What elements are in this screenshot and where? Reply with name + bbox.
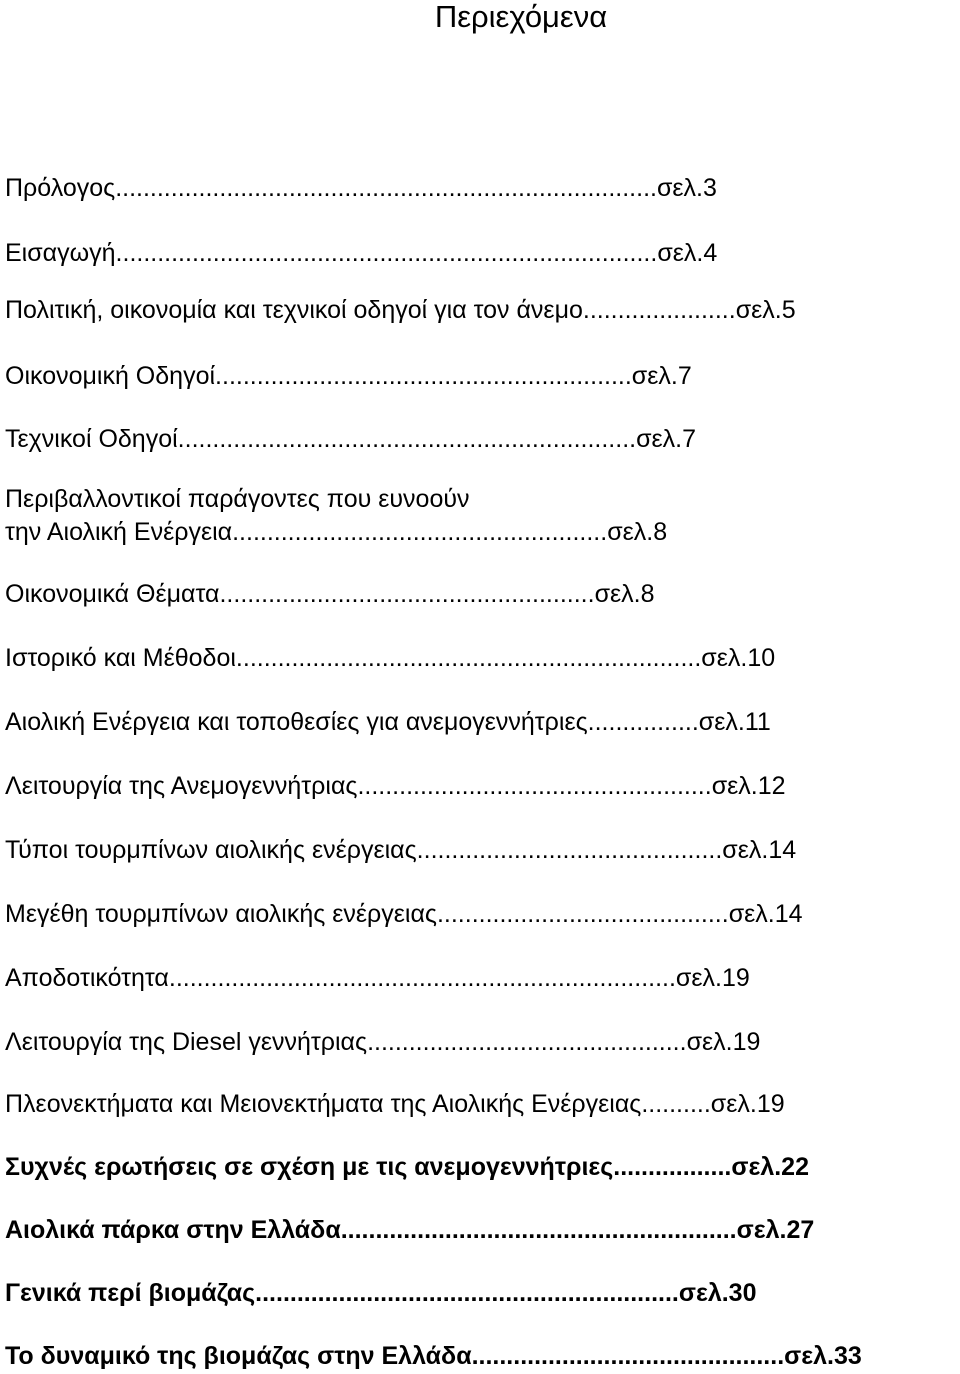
toc-page-number: σελ.7: [631, 362, 692, 390]
toc-leader-dots: ..............................................: [367, 1028, 687, 1056]
toc-entry-efficiency: [5, 963, 750, 993]
toc-entry-title: Αποδοτικότητα: [5, 964, 169, 992]
toc-entry-title: Οικονομική Οδηγοί: [5, 362, 216, 390]
toc-leader-dots: ...................................................................: [235, 644, 702, 672]
toc-entry-title: Γενικά περί βιομάζας: [5, 1279, 256, 1307]
toc-leader-dots: ...................................................: [357, 772, 712, 800]
toc-entry-title: Αιολικά πάρκα στην Ελλάδα: [5, 1216, 341, 1244]
toc-entry-wind-parks: [5, 1215, 814, 1245]
toc-leader-dots: .........................................................................: [168, 964, 676, 992]
toc-page-number: σελ.22: [731, 1153, 809, 1181]
toc-page-number: σελ.7: [636, 425, 697, 453]
toc-entry-turbine-operation: [5, 771, 786, 801]
toc-entry-title: την Αιολική Ενέργεια: [5, 518, 233, 546]
toc-page-number: σελ.27: [736, 1216, 815, 1244]
toc-page-number: σελ.3: [656, 174, 717, 202]
toc-page-number: σελ.19: [675, 964, 750, 992]
toc-entry-title: Αιολική Ενέργεια και τοποθεσίες για ανεμογεννήτριες: [5, 708, 588, 736]
toc-leader-dots: ..........................................: [436, 900, 729, 928]
toc-entry-turbine-types: [5, 835, 796, 865]
toc-leader-dots: ................: [587, 708, 699, 736]
toc-entry-title: Τύποι τουρμπίνων αιολικής ενέργειας: [5, 836, 417, 864]
toc-entry-title: Συχνές ερωτήσεις σε σχέση με τις ανεμογεννήτριες: [5, 1153, 614, 1181]
toc-page-number: σελ.14: [728, 900, 803, 928]
toc-page-number: σελ.12: [711, 772, 786, 800]
toc-entry-wind-locations: [5, 707, 771, 737]
toc-page-number: σελ.4: [657, 239, 718, 267]
toc-page-number: σελ.19: [686, 1028, 761, 1056]
toc-leader-dots: .............................................................: [255, 1279, 679, 1307]
toc-entry-economic-issues: [5, 579, 655, 609]
toc-entry-title: Πλεονεκτήματα και Μειονεκτήματα της Αιολικής Ενέργειας: [5, 1090, 642, 1118]
toc-entry-title: Τεχνικοί Οδηγοί: [5, 425, 178, 453]
toc-leader-dots: ......................................................: [232, 518, 608, 546]
toc-leader-dots: ......................................................: [219, 580, 595, 608]
toc-page-number: σελ.8: [594, 580, 655, 608]
toc-leader-dots: ..............................................................................: [115, 239, 658, 267]
toc-entry-title: Ιστορικό και Μέθοδοι: [5, 644, 236, 672]
toc-leader-dots: ............................................................: [215, 362, 632, 390]
toc-entry-biomass-general: [5, 1278, 756, 1308]
page-title: Περιεχόμενα: [434, 0, 608, 34]
toc-entry-title: Μεγέθη τουρμπίνων αιολικής ενέργειας: [5, 900, 437, 928]
toc-leader-dots: ..............................................................................: [115, 174, 657, 202]
toc-page-number: σελ.8: [607, 518, 668, 546]
toc-entry-diesel-generator: [5, 1027, 760, 1057]
toc-page-number: σελ.10: [701, 644, 776, 672]
toc-entry-environmental: [5, 517, 667, 547]
toc-entry-title: Λειτουργία της Ανεμογεννήτριας: [5, 772, 358, 800]
toc-leader-dots: ..........: [641, 1090, 711, 1118]
toc-entry-history: [5, 643, 775, 673]
toc-leader-dots: .................: [613, 1153, 732, 1181]
toc-entry-technical-guides: [5, 424, 696, 454]
toc-leader-dots: .............................................: [471, 1342, 785, 1370]
toc-page-number: σελ.19: [710, 1090, 785, 1118]
toc-leader-dots: ............................................: [416, 836, 723, 864]
toc-entry-prologue: [5, 173, 717, 203]
toc-entry-title: Λειτουργία της Diesel γεννήτριας: [5, 1028, 368, 1056]
toc-page-number: σελ.5: [735, 296, 796, 324]
toc-entry-economic-guides: [5, 361, 692, 391]
toc-entry-turbine-sizes: [5, 899, 803, 929]
toc-entry-environmental-line1: [5, 484, 470, 514]
toc-page-number: σελ.14: [722, 836, 797, 864]
toc-leader-dots: ..................................................................: [177, 425, 637, 453]
toc-entry-title: Πολιτική, οικονομία και τεχνικοί οδηγοί για τον άνεμο: [5, 296, 583, 324]
toc-entry-introduction: [5, 238, 717, 268]
toc-entry-title: Εισαγωγή: [5, 239, 116, 267]
toc-entry-biomass-potential: [5, 1341, 862, 1371]
toc-entry-title: Οικονομικά Θέματα: [5, 580, 220, 608]
toc-entry-pros-cons: [5, 1089, 785, 1119]
toc-entry-title: Πρόλογος: [5, 174, 116, 202]
toc-leader-dots: ......................: [582, 296, 736, 324]
toc-page-number: σελ.33: [784, 1342, 862, 1370]
toc-entry-faq: [5, 1152, 809, 1182]
toc-page-number: σελ.30: [678, 1279, 757, 1307]
toc-entry-title: Το δυναμικό της βιομάζας στην Ελλάδα: [5, 1342, 472, 1370]
toc-entry-policy: [5, 295, 796, 325]
toc-leader-dots: .........................................................: [340, 1216, 737, 1244]
toc-page-number: σελ.11: [698, 708, 771, 736]
toc-entry-title: Περιβαλλοντικοί παράγοντες που ευνοούν: [5, 485, 470, 513]
